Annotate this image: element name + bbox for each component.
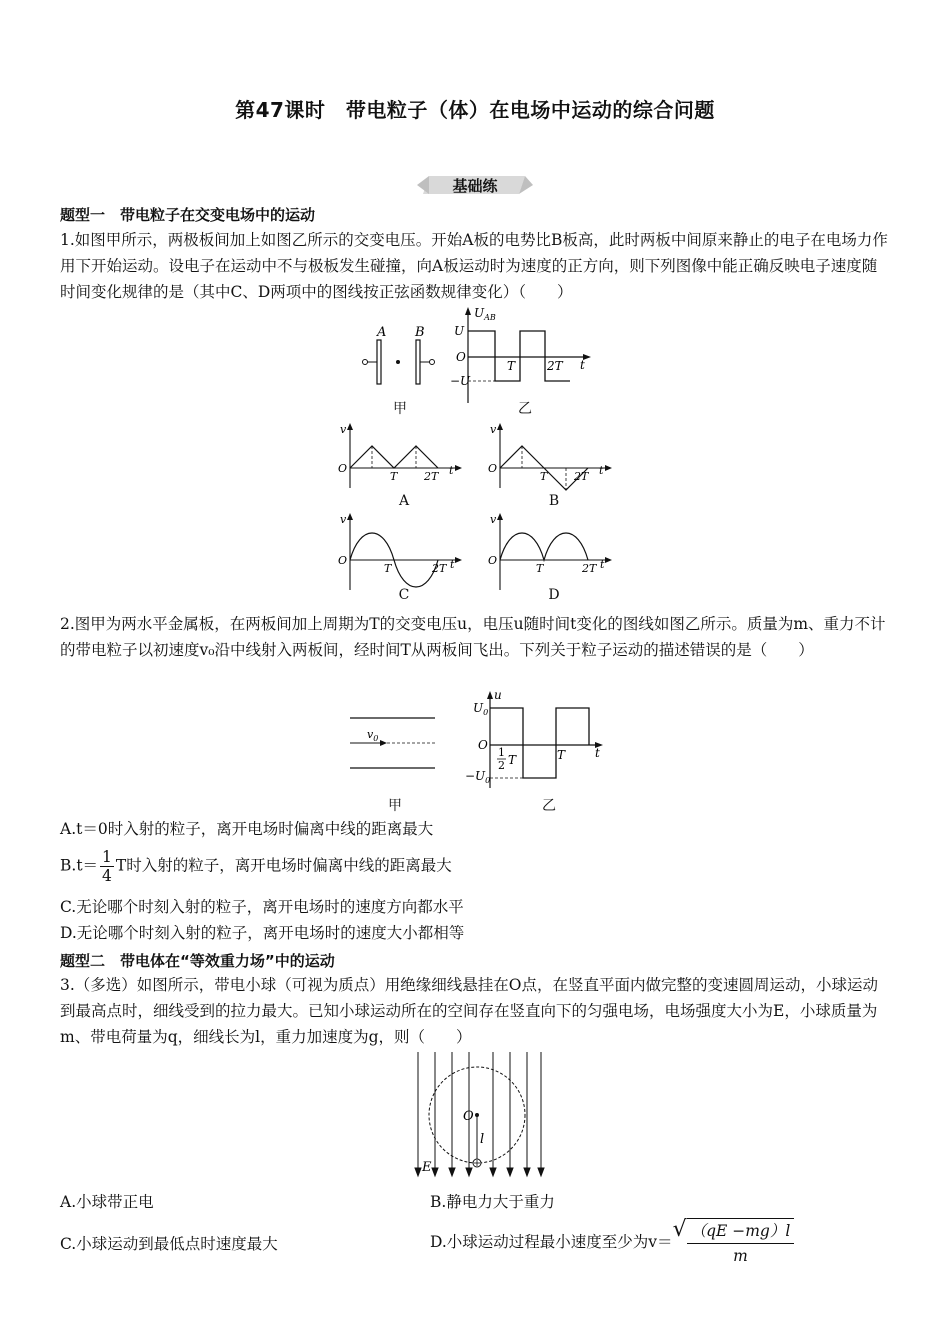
q2-plates-diagram xyxy=(345,710,440,775)
svg-text:t: t xyxy=(599,464,604,477)
l-label: l xyxy=(480,1132,485,1147)
u-level-label: U xyxy=(454,324,465,338)
svg-text:2T: 2T xyxy=(574,470,589,483)
svg-text:T: T xyxy=(536,562,544,575)
q2-fig-jia-caption: 甲 xyxy=(388,798,402,814)
svg-text:O: O xyxy=(488,462,498,475)
plate-a-terminal xyxy=(363,360,368,365)
section-heading-2: 题型二 带电体在“等效重力场”中的运动 xyxy=(60,952,335,970)
svg-text:O: O xyxy=(338,462,348,475)
q2-option-c[interactable]: C.无论哪个时刻入射的粒子，离开电场时的速度方向都水平 xyxy=(60,898,464,916)
badge-label: 基础练 xyxy=(452,177,498,195)
triangle-wave xyxy=(350,446,438,468)
v0-label: $v_0$ xyxy=(367,728,379,743)
plate-b xyxy=(416,340,420,384)
q1-fig-jia-caption: 甲 xyxy=(393,401,407,417)
q3-field-diagram xyxy=(408,1050,548,1180)
svg-text:2: 2 xyxy=(498,759,505,772)
svg-text:1: 1 xyxy=(498,746,505,759)
plate-b-terminal xyxy=(430,360,435,365)
option-d-caption: D xyxy=(548,587,560,603)
q1-option-d-graph xyxy=(488,512,613,592)
q2-option-d[interactable]: D.无论哪个时刻入射的粒子，离开电场时的速度大小都相等 xyxy=(60,924,465,942)
q1-option-a-graph xyxy=(338,422,463,492)
option-a-caption: A xyxy=(398,493,410,509)
svg-text:t: t xyxy=(600,558,605,571)
q3-option-a[interactable]: A.小球带正电 xyxy=(60,1193,154,1211)
svg-text:T: T xyxy=(557,748,566,762)
svg-text:t: t xyxy=(450,558,455,571)
q3-option-d[interactable]: D.小球运动过程最小速度至少为v＝ √ $\frac{(qE -mg)l}{m}$ xyxy=(430,1218,794,1268)
q1-option-b-graph xyxy=(488,422,613,492)
t-axis-label: t xyxy=(580,358,585,372)
svg-text:2T: 2T xyxy=(424,470,439,483)
one-quarter-fraction: $\frac{1}{4}$ xyxy=(102,848,112,885)
question-1-text: 1.如图甲所示，两极板间加上如图乙所示的交变电压。开始A板的电势比B板高，此时两板中间原来静止的电子在电场力作用下开始运动。设电子在运动中不与极板发生碰撞，向A板运动时为速度的正方向，则下列图像中能正确反映电子速度随时间变化规律的是（其中C、D两项中的图线按正弦函数规律变化）（ ） xyxy=(60,231,888,301)
q2-fig-yi-caption: 乙 xyxy=(542,798,556,814)
svg-text:O: O xyxy=(478,738,488,752)
svg-text:2T: 2T xyxy=(432,562,447,575)
q1-fig-yi-caption: 乙 xyxy=(518,401,532,417)
o-label: O xyxy=(463,1109,474,1124)
page-title: 第47课时 带电粒子（体）在电场中运动的综合问题 xyxy=(235,98,715,122)
svg-text:T: T xyxy=(508,753,517,767)
q1-voltage-graph xyxy=(450,305,595,405)
square-wave xyxy=(468,331,570,381)
svg-text:T: T xyxy=(540,470,548,483)
neg-u0-label: $-U_0$ xyxy=(465,769,491,785)
uab-axis-label: $U_{AB}$ xyxy=(474,306,496,322)
option-b-caption: B xyxy=(548,493,560,509)
svg-text:O: O xyxy=(488,554,498,567)
q2-option-a[interactable]: A.t＝0时入射的粒子，离开电场时偏离中线的距离最大 xyxy=(60,820,434,838)
t-2period-label: 2T xyxy=(547,359,563,373)
sqrt-expression: √ $\frac{(qE -mg)l}{m}$ xyxy=(673,1218,795,1268)
u0-label: $U_0$ xyxy=(473,701,489,717)
origin-label: O xyxy=(456,350,466,364)
pivot-o xyxy=(475,1113,479,1117)
rectified-sine-wave xyxy=(500,533,588,560)
question-3-text: 3.（多选）如图所示，带电小球（可视为质点）用绝缘细线悬挂在O点，在竖直平面内做完整的变速圆周运动，小球运动到最高点时，细线受到的拉力最大。已知小球运动所在的空间存在竖直向下的匀强电场，电场强度大小为E，小球质量为m、带电荷量为q，细线长为l，重力加速度为g，则（ ） xyxy=(60,976,878,1046)
plate-b-label: B xyxy=(415,325,425,340)
q2-option-b[interactable]: B.t＝ $\frac{1}{4}$ T时入射的粒子，离开电场时偏离中线的距离最大 xyxy=(60,848,452,885)
electron-dot xyxy=(396,360,400,364)
svg-text:T: T xyxy=(390,470,398,483)
question-2-text: 2.图甲为两水平金属板，在两板间加上周期为T的交变电压u，电压u随时间t变化的图线如图乙所示。质量为m、重力不计的带电粒子以初速度v₀沿中线射入两板间，经时间T从两板间飞出。下列关于粒子运动的描述错误的是（ ） xyxy=(60,615,886,659)
e-label: E xyxy=(422,1160,432,1175)
section-heading-1: 题型一 带电粒子在交变电场中的运动 xyxy=(60,206,316,224)
svg-text:T: T xyxy=(384,562,392,575)
svg-text:v: v xyxy=(490,423,497,436)
svg-text:t: t xyxy=(595,746,600,760)
option-c-caption: C xyxy=(398,587,410,603)
q1-option-c-graph xyxy=(338,512,463,592)
t-period-label: T xyxy=(507,359,516,373)
q1-plates-diagram xyxy=(355,322,445,392)
section-badge xyxy=(415,172,535,198)
svg-text:v: v xyxy=(340,513,347,526)
plate-a xyxy=(377,340,381,384)
q3-option-c[interactable]: C.小球运动到最低点时速度最大 xyxy=(60,1235,278,1253)
svg-text:u: u xyxy=(494,688,502,702)
svg-text:v: v xyxy=(490,513,497,526)
q3-option-b[interactable]: B.静电力大于重力 xyxy=(430,1193,555,1211)
svg-text:O: O xyxy=(338,554,348,567)
svg-text:2T: 2T xyxy=(582,562,597,575)
neg-u-level-label: −U xyxy=(450,374,471,388)
svg-text:v: v xyxy=(340,423,347,436)
q2-voltage-graph xyxy=(465,688,610,793)
svg-text:t: t xyxy=(449,464,454,477)
plate-a-label: A xyxy=(377,325,387,340)
